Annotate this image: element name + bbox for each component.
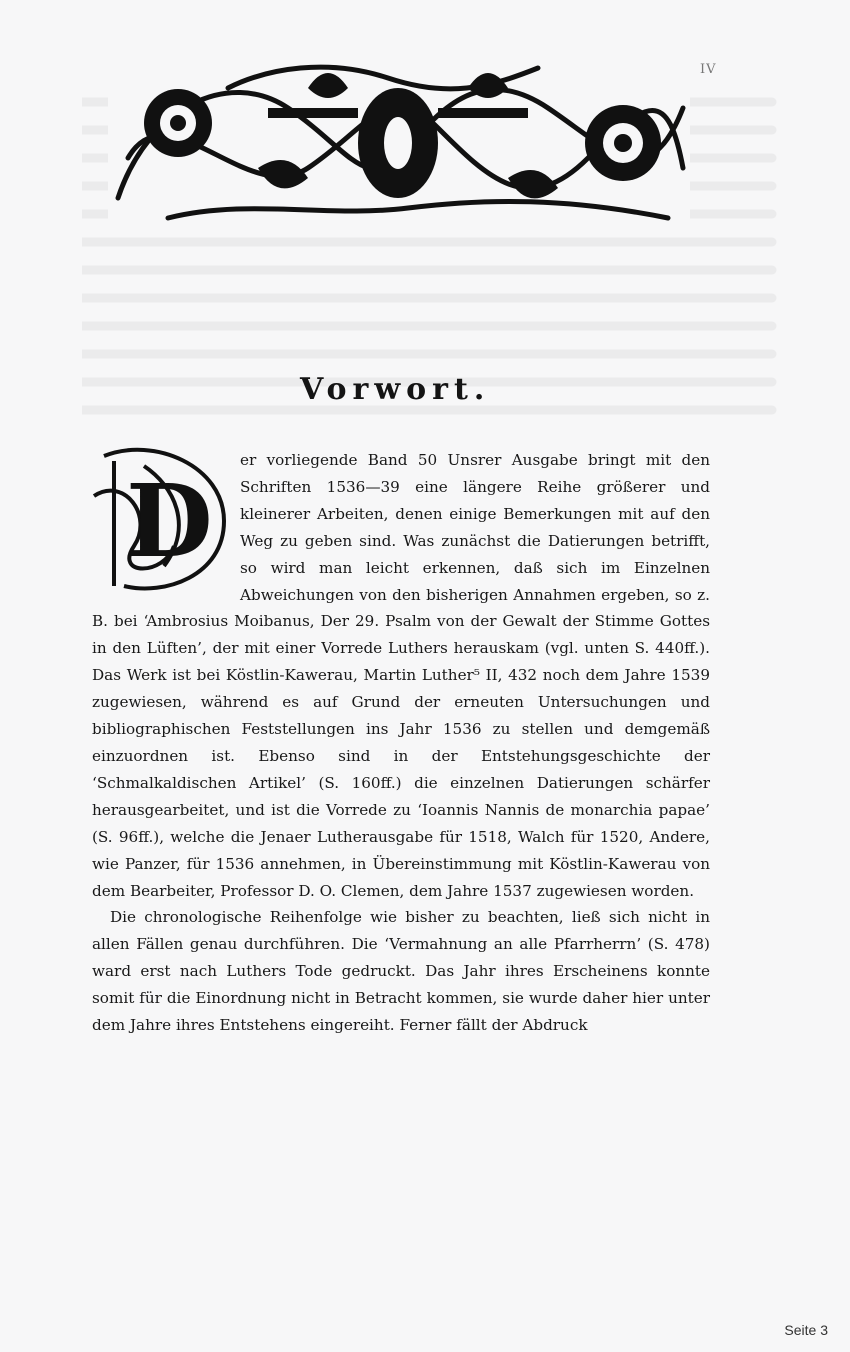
page-label: Seite 3 bbox=[784, 1322, 828, 1338]
body-text bbox=[92, 447, 710, 1039]
ornamental-headpiece bbox=[108, 48, 690, 230]
page-number-marker: IV bbox=[700, 62, 717, 77]
paragraph-1-text: er vorliegende Band 50 Unsrer Ausgabe bringt mit den Schriften 1536—39 eine längere Reihe größerer und kleinerer Arbeiten, denen einige Bemerkungen mit auf den Weg zu geben sind. Was zunächst die Datierungen betrifft, so wird man leicht erkennen, daß sich im Einzelnen Abweichungen von den bisherigen Annahmen ergeben, so z. B. bei ‘Ambrosius Moibanus, Der 29. Psalm von der Gewalt der Stimme Gottes in den Lüften’, der mit einer Vorrede Luthers herauskam (vgl. unten S. 440ff.). Das Werk ist bei Köstlin-Kawerau, Martin Luther⁵ II, 432 noch dem Jahre 1539 zugewiesen, während es auf Grund der erneuten Untersuchungen und bibliographischen Feststellungen ins Jahr 1536 zu stellen und demgemäß einzuordnen ist. Ebenso sind in der Entstehungsgeschichte der ‘Schmalkaldischen Artikel’ (S. 160ff.) die einzelnen Datierungen schärfer herausgearbeitet, und ist die Vorrede zu ‘Ioannis Nannis de monarchia papae’ (S. 96ff.), welche die Jenaer Lutherausgabe für 1518, Walch für 1520, Andere, wie Panzer, für 1536 annehmen, in Übereinstimmung mit Köstlin-Kawerau von dem Bearbeiter, Professor D. O. Clemen, dem Jahre 1537 zugewiesen worden. bbox=[92, 451, 710, 900]
paragraph-2: Die chronologische Reihenfolge wie bisher zu beachten, ließ sich nicht in allen Fällen genau durchführen. Die ‘Vermahnung an alle Pfarrherrn’ (S. 478) ward erst nach Luthers Tode gedruckt. Das Jahr ihres Erscheinens konnte somit für die Einordnung nicht in Betracht kommen, sie wurde daher hier unter dem Jahre ihres Entstehens eingereiht. Ferner fällt der Abdruck bbox=[92, 908, 710, 1035]
paragraph-1 bbox=[92, 447, 710, 904]
page-title: Vorwort. bbox=[300, 372, 491, 407]
dropcap-letter: D bbox=[126, 462, 213, 580]
